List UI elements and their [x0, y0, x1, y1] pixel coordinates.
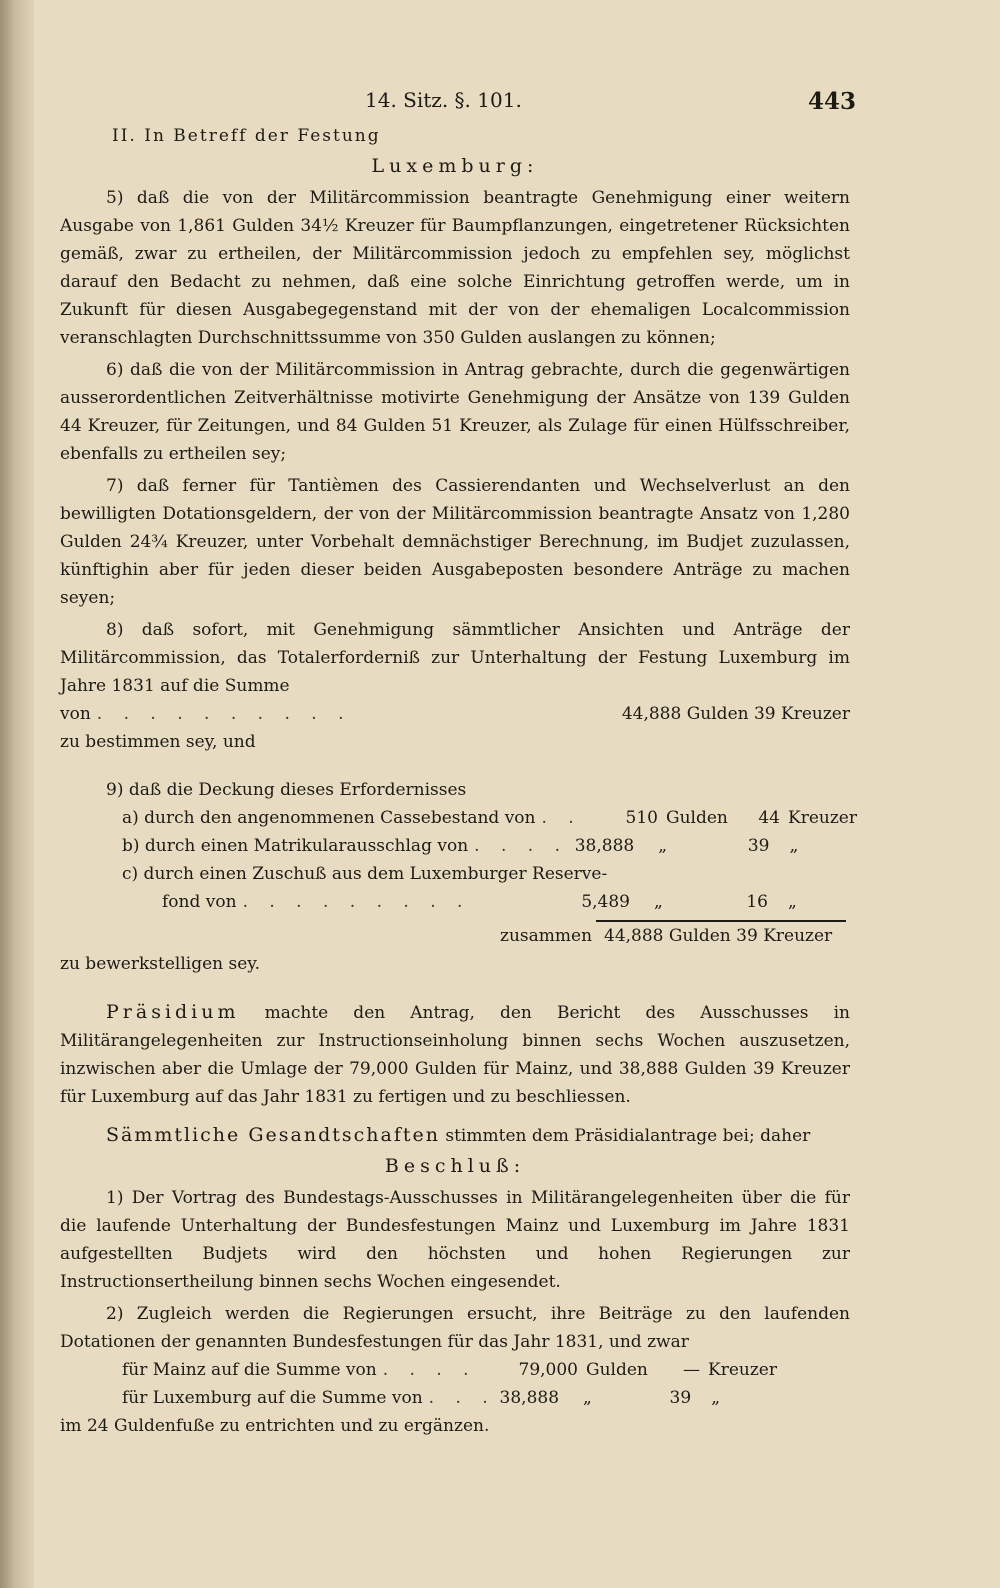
table-row	[122, 832, 850, 860]
row-subamount: 44	[758, 808, 780, 828]
row-subunit: „	[788, 892, 797, 912]
page-header	[60, 86, 856, 122]
row-amount: 510	[625, 808, 658, 828]
row-subunit: „	[789, 836, 799, 856]
item-8-amount-row	[60, 700, 850, 728]
item-8-von: von	[60, 704, 91, 724]
row-unit: Gulden	[666, 808, 728, 828]
total-amount: 44,888 Gulden 39 Kreuzer	[604, 926, 833, 946]
item-7: 7) daß ferner für Tantièmen des Cassierendanten und Wechselverlust an den bewilligten Dotationsgeldern, der von der Militärcommission beantragte Ansatz von 1,280 Gulden 24¾ Kreuzer, unter Vorbehalt demnächstiger Berechnung, im Budjet zuzulassen, künftighin aber für jeden dieser beiden Ausgabeposten besondere Anträge zu machen seyen;	[60, 476, 850, 608]
leader-dots: . .	[541, 808, 582, 828]
leader-dots: . . . .	[474, 836, 568, 856]
row-unit: „	[658, 836, 668, 856]
item-9-intro: 9) daß die Deckung dieses Erfordernisses	[106, 780, 467, 800]
praesidium-text: machte den Antrag, den Bericht des Ausschusses in Militärangelegenheiten zur Instructionseinholung binnen sechs Wochen auszusetzen, inzwischen aber die Umlage der 79,000 Gulden für Mainz, und 38,888 Gulden 39 Kreuzer für Luxemburg auf das Jahr 1831 zu fertigen und zu beschliessen.	[60, 1003, 850, 1107]
total-label: zusammen	[500, 926, 593, 946]
beschluss-heading: Beschluß:	[384, 1155, 526, 1177]
item-9-table	[60, 804, 857, 916]
row-amount: 38,888	[574, 836, 635, 856]
beschluss-end: im 24 Guldenfuße zu entrichten und zu ergänzen.	[60, 1416, 490, 1436]
gesandtschaften-label: Sämmtliche Gesandtschaften	[106, 1124, 440, 1146]
row-unit: Gulden	[586, 1360, 648, 1380]
praesidium-paragraph	[60, 998, 850, 1111]
table-row	[122, 1356, 777, 1384]
row-desc: für Mainz auf die Summe von	[122, 1360, 377, 1380]
row-subunit: Kreuzer	[708, 1360, 777, 1380]
item-9-total-row	[60, 922, 850, 950]
table-row	[122, 888, 850, 916]
item-6: 6) daß die von der Militärcommission in Antrag gebrachte, durch die gegenwärtigen ausserordentlichen Zeitverhältnisse motivirte Genehmigung der Ansätze von 139 Gulden 44 Kreuzer, für Zeitungen, und 84 Gulden 51 Kreuzer, als Zulage für einen Hülfsschreiber, ebenfalls zu ertheilen sey;	[60, 360, 850, 464]
row-subunit: „	[711, 1388, 720, 1408]
row-subamount: 39	[669, 1388, 692, 1408]
gesandtschaften-text: stimmten dem Präsidialantrage bei; daher	[445, 1126, 811, 1146]
row-desc: fond von	[162, 892, 237, 912]
beschluss-point-2: 2) Zugleich werden die Regierungen ersucht, ihre Beiträge zu den laufenden Dotationen der genannten Bundesfestungen für das Jahr 1831, und zwar	[60, 1304, 850, 1352]
praesidium-label: Präsidium	[106, 1001, 240, 1023]
row-subamount: 39	[747, 836, 770, 856]
row-desc: a) durch den angenommenen Cassebestand von	[122, 808, 536, 828]
table-row	[122, 860, 850, 888]
row-unit: „	[583, 1388, 592, 1408]
item-5: 5) daß die von der Militärcommission beantragte Genehmigung einer weitern Ausgabe von 1,861 Gulden 34½ Kreuzer für Baumpflanzungen, eingetretener Rücksichten gemäß, zwar zu ertheilen, der Militärcommission jedoch zu empfehlen sey, möglichst darauf den Bedacht zu nehmen, daß eine solche Einrichtung getroffen werde, um in Zukunft für diesen Ausgabegegenstand mit der von der ehemaligen Localcommission veranschlagten Durchschnittssumme von 350 Gulden auslangen zu können;	[60, 188, 850, 348]
item-8-end: zu bestimmen sey, und	[60, 732, 256, 752]
beschluss-point-1: 1) Der Vortrag des Bundestags-Ausschusses in Militärangelegenheiten über die für die laufende Unterhaltung der Bundesfestungen Mainz und Luxemburg im Jahre 1831 aufgestellten Budjets wird den höchsten und hohen Regierungen zur Instructionsertheilung binnen sechs Wochen eingesendet.	[60, 1188, 850, 1292]
leader-dots: . . . . . . . . . .	[96, 704, 352, 724]
page-number: 443	[807, 88, 856, 115]
section-subheading: Luxemburg:	[371, 155, 539, 177]
table-row	[122, 1384, 770, 1412]
running-head: 14. Sitz. §. 101.	[365, 88, 522, 112]
document-page	[60, 86, 857, 1440]
section-heading: II. In Betreff der Festung	[112, 126, 381, 146]
item-8-amount: 44,888 Gulden 39 Kreuzer	[621, 704, 850, 724]
row-unit: „	[654, 892, 663, 912]
book-spine-shadow	[0, 0, 34, 1588]
leader-dots: . . . . . . . . .	[242, 892, 471, 912]
row-subamount: —	[683, 1360, 700, 1380]
row-subamount: 16	[746, 892, 768, 912]
item-9-end: zu bewerkstelligen sey.	[60, 954, 261, 974]
row-desc: für Luxemburg auf die Summe von	[122, 1388, 423, 1408]
row-desc: b) durch einen Matrikularausschlag von	[122, 836, 469, 856]
beschluss-table	[60, 1356, 850, 1412]
row-amount: 38,888	[499, 1388, 560, 1408]
row-amount: 79,000	[518, 1360, 578, 1380]
gesandtschaften-paragraph	[60, 1121, 850, 1150]
row-desc: c) durch einen Zuschuß aus dem Luxemburger Reserve-	[122, 864, 608, 884]
leader-dots: . . .	[428, 1388, 496, 1408]
item-8: 8) daß sofort, mit Genehmigung sämmtlicher Ansichten und Anträge der Militärcommission, das Totalerforderniß zur Unterhaltung der Festung Luxemburg im Jahre 1831 auf die Summe	[60, 620, 850, 696]
row-amount: 5,489	[581, 892, 630, 912]
table-row	[122, 804, 857, 832]
leader-dots: . . . .	[382, 1360, 477, 1380]
row-subunit: Kreuzer	[788, 808, 857, 828]
